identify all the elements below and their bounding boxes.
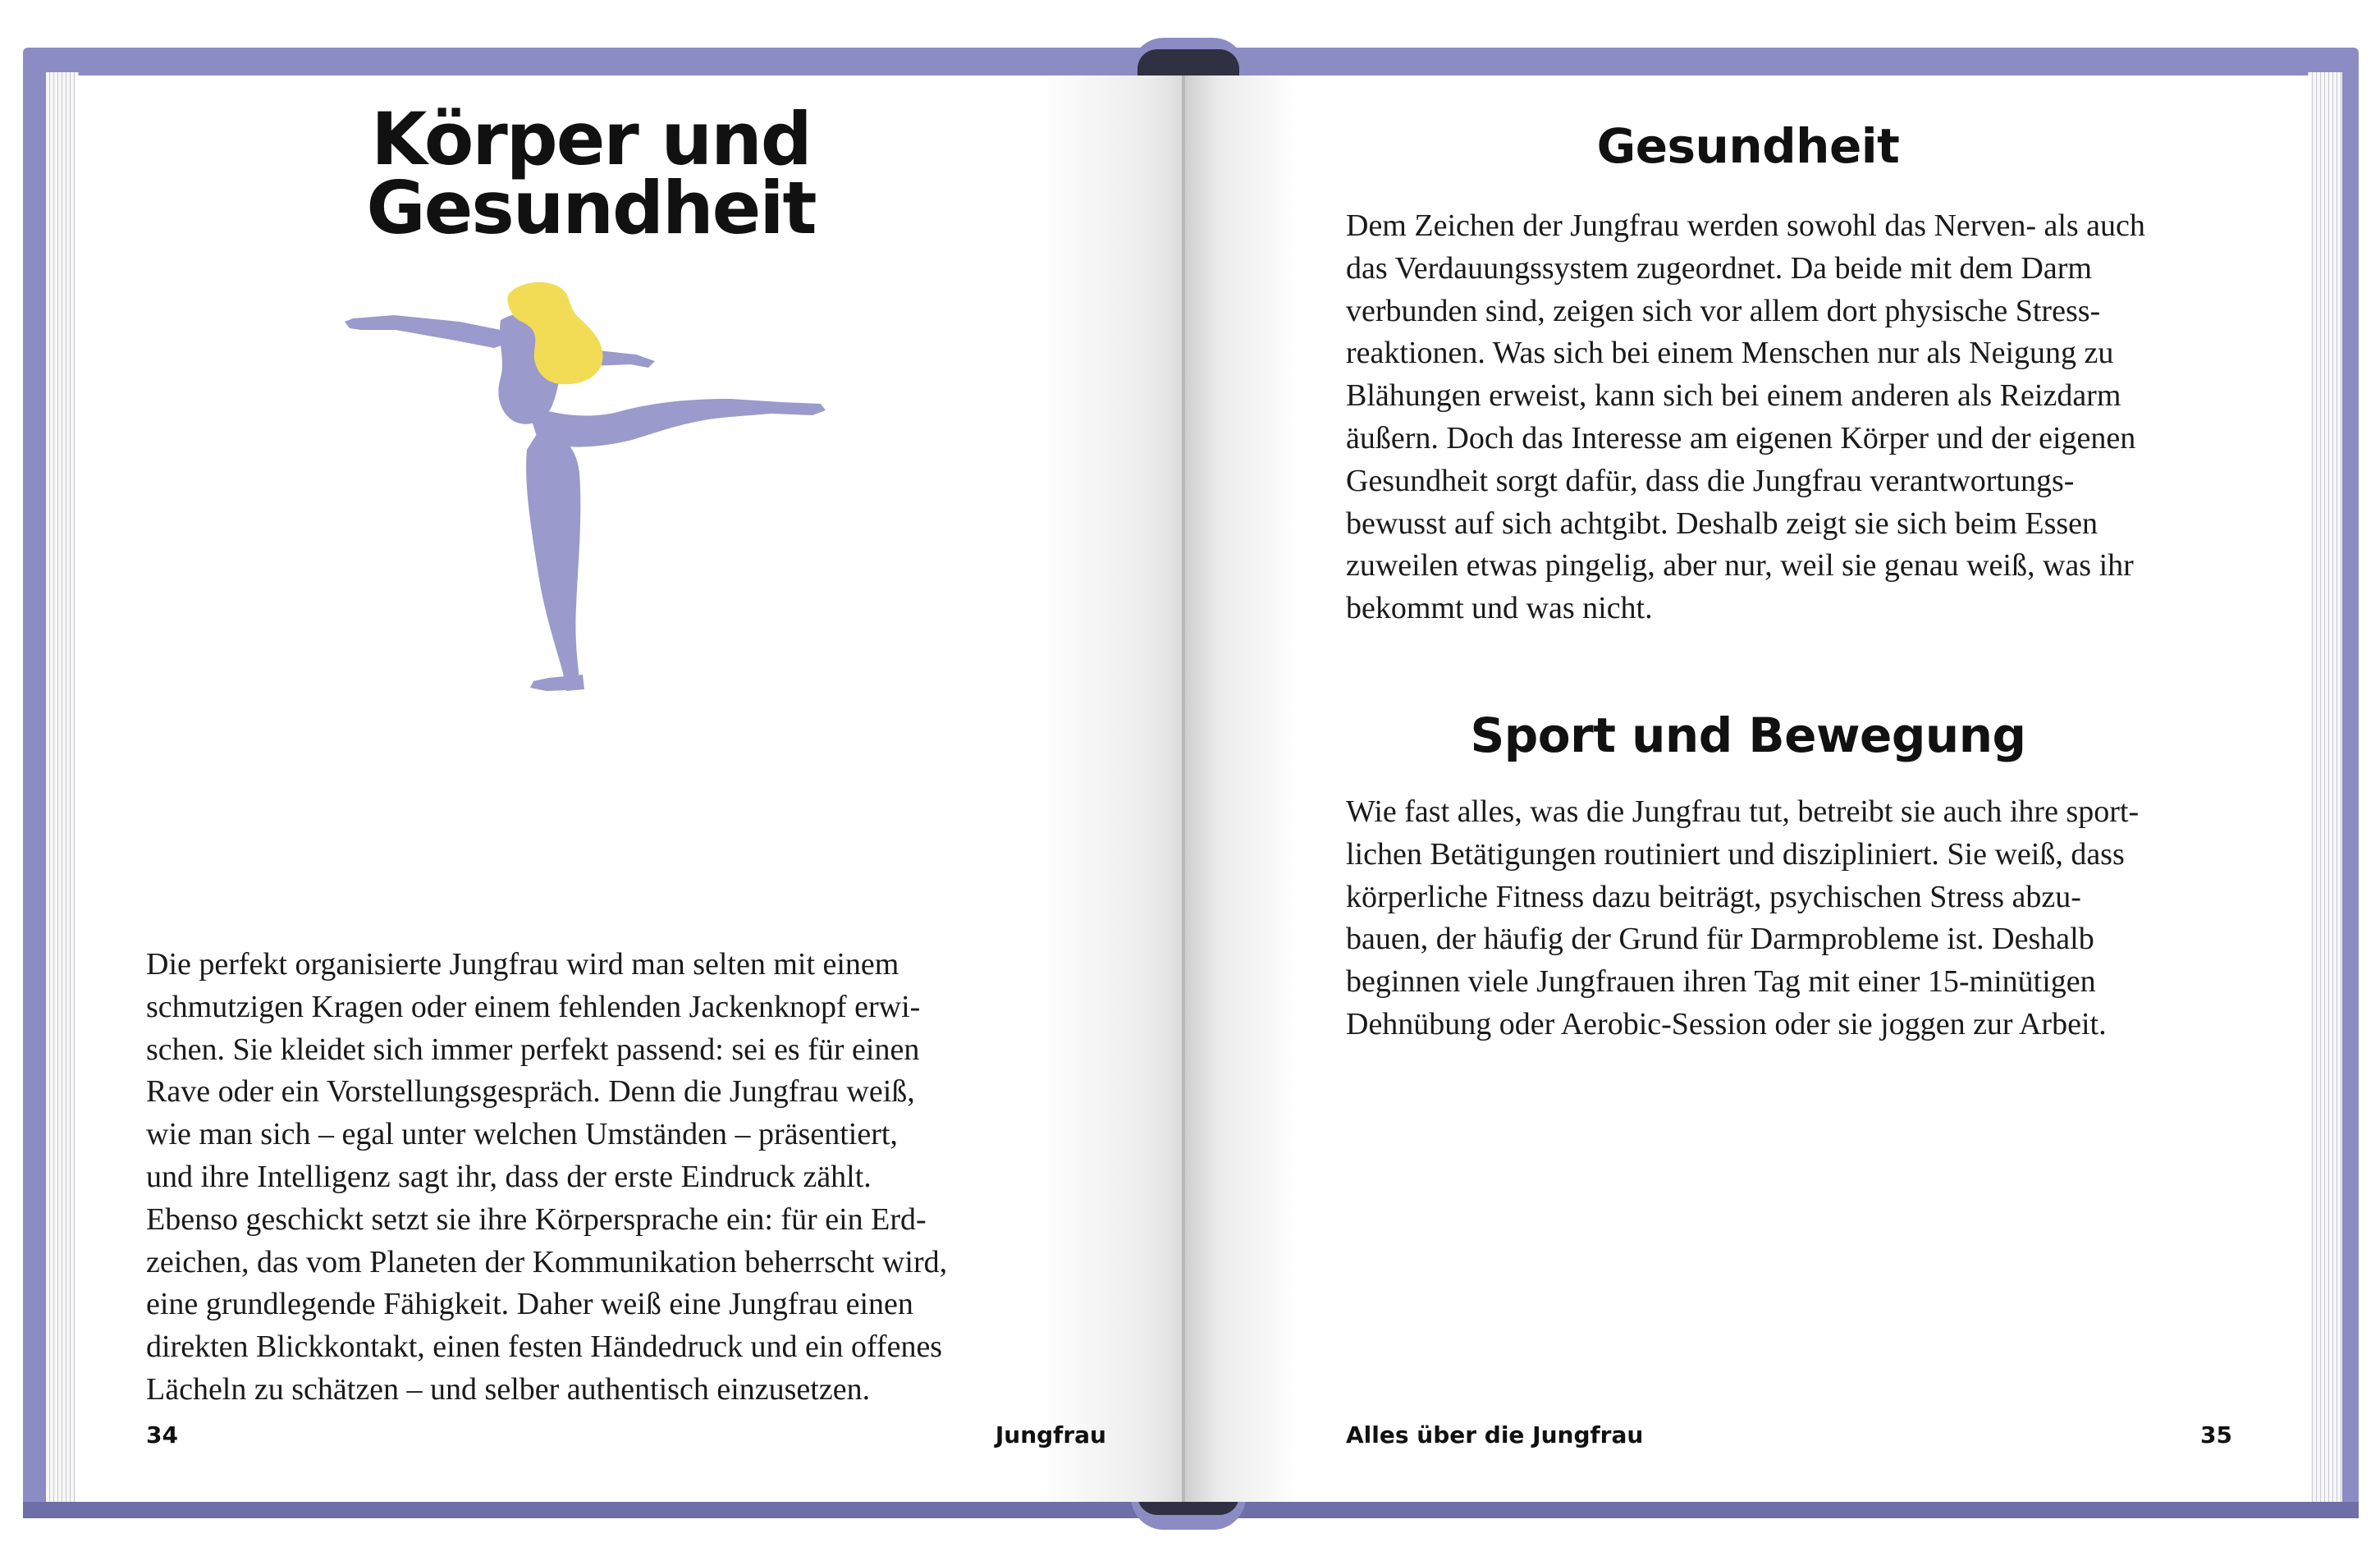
section-title-gesundheit: Gesundheit (1596, 118, 1900, 174)
yoga-pose-figure-icon (345, 279, 837, 771)
page-edges-right (2308, 72, 2342, 1502)
running-head-left: Jungfrau (995, 1421, 1106, 1448)
page-edges-left (46, 72, 79, 1502)
left-body-text: Die perfekt organisierte Jungfrau wird man selten mit einem schmutzigen Kragen oder einem fehlenden Jackenknopf erwi- schen. Sie kleidet sich immer perfekt passend: sei es für einen Rave oder ein Vorstellungsgespräch. Denn die Jungfrau weiß, wie man sich – egal unter welchen Umständen – präsentiert, und ihre Intelligenz sagt ihr, dass der erste Eindruck zählt. Ebenso geschickt setzt sie ihre Körpersprache ein: für ein Erd- zeichen, das vom Planeten der Kommunikation beherrscht wird, eine grundlegende Fähigkeit. Daher weiß eine Jungfrau einen direkten Blickkontakt, einen festen Händedruck und ein offenes Lächeln zu schätzen – und selber authentisch einzusetzen. (146, 947, 948, 1407)
sport-body-text: Wie fast alles, was die Jungfrau tut, betreibt sie auch ihre sport- lichen Betätigungen routiniert und diszipliniert. Sie weiß, dass körperliche Fitness dazu beiträgt, psychischen Stress abzu- bauen, der häufig der Grund für Darmprobleme ist. Deshalb beginnen viele Jungfrauen ihren Tag mit einer 15-minütigen Dehnübung oder Aerobic-Session oder sie joggen zur Arbeit. (1346, 794, 2140, 1041)
chapter-title: Körper und Gesundheit (366, 97, 816, 250)
left-page (76, 76, 1195, 1502)
right-page (1185, 76, 2311, 1502)
page-number-left: 34 (146, 1421, 178, 1448)
page-number-right: 35 (2200, 1421, 2232, 1448)
running-head-right: Alles über die Jungfrau (1346, 1421, 1644, 1448)
section-title-sport: Sport und Bewegung (1470, 707, 2026, 763)
spine-top (1131, 38, 1246, 77)
gesundheit-body-text: Dem Zeichen der Jungfrau werden sowohl das Nerven- als auch das Verdauungssystem zugeordnet. Da beide mit dem Darm verbunden sind, zeigen sich vor allem dort physische Stress- reaktionen. Was sich bei einem Menschen nur als Neigung zu Blähungen erweist, kann sich bei einem anderen als Reizdarm äußern. Doch das Interesse am eigenen Körper und der eigenen Gesundheit sorgt dafür, dass die Jungfrau verantwortungs- bewusst auf sich achtgibt. Deshalb zeigt sie sich beim Essen zuweilen etwas pingelig, aber nur, weil sie genau weiß, was ihr bekommt und was nicht. (1346, 208, 2145, 626)
